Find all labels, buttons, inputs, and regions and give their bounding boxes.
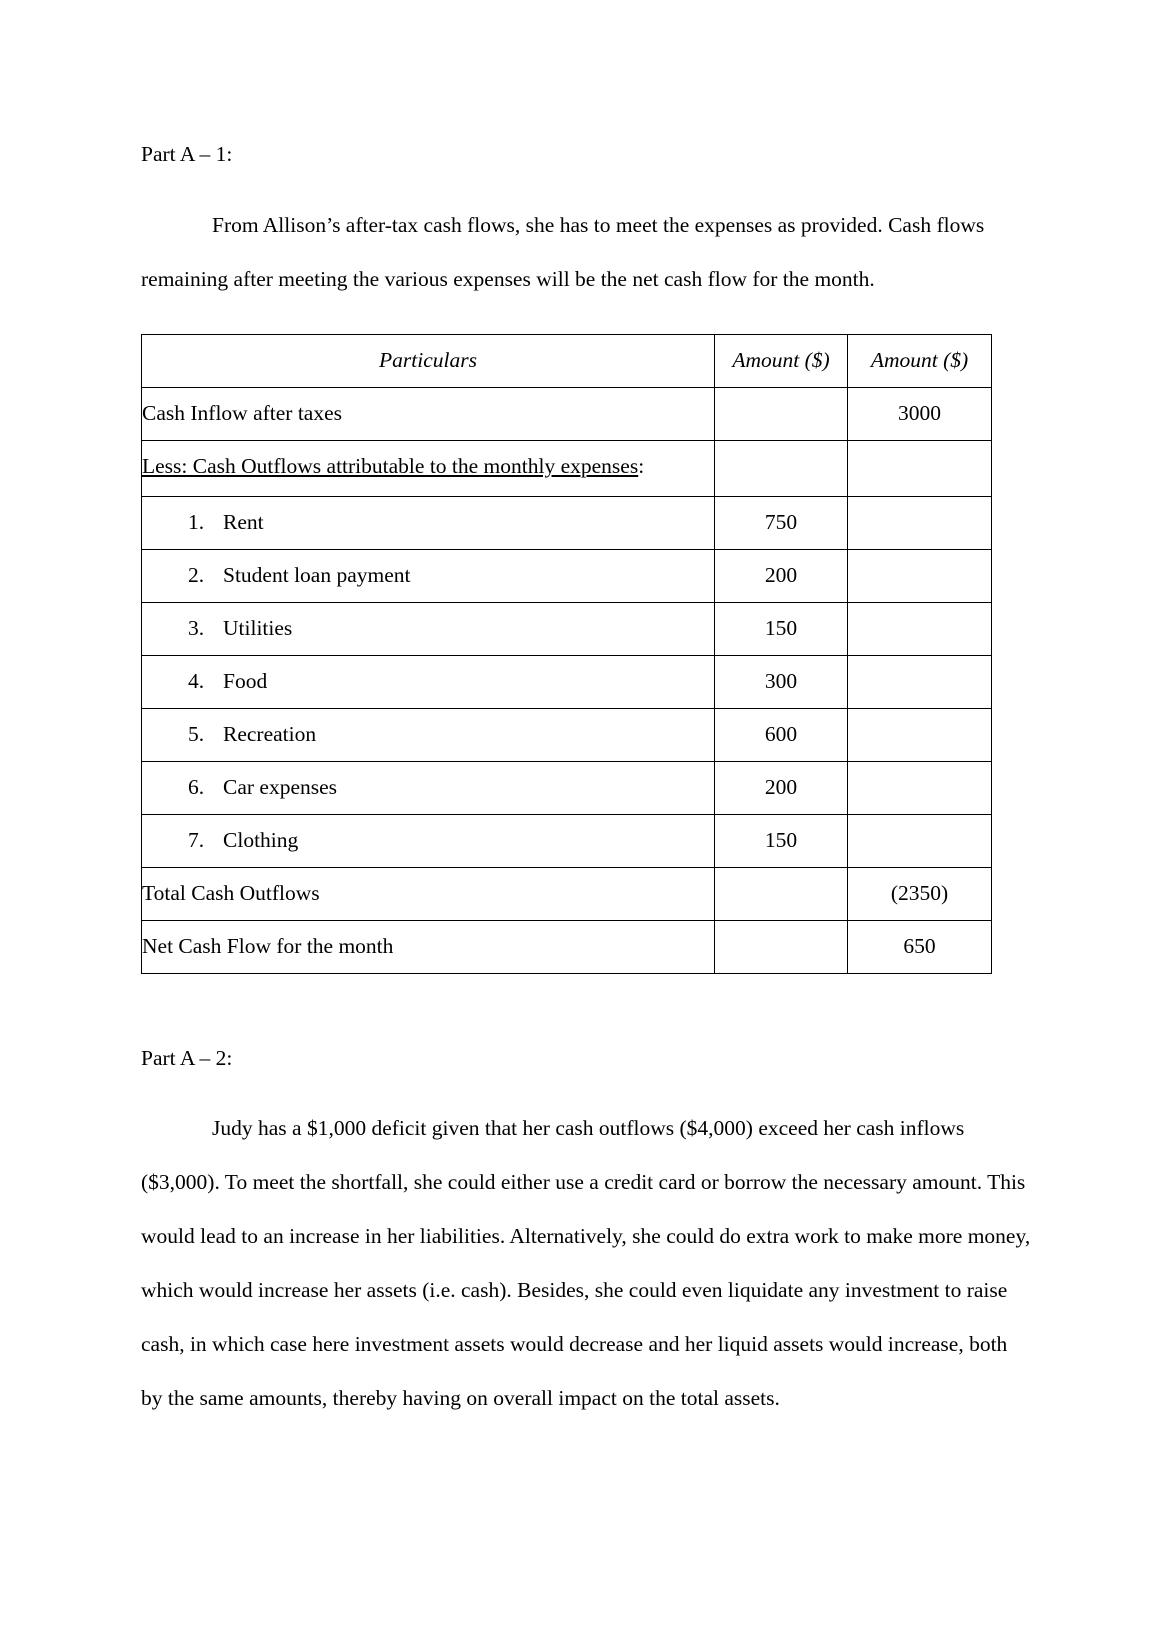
item-6-num: 6. <box>188 775 205 799</box>
header-amount-1: Amount ($) <box>715 335 848 388</box>
item-5-empty <box>848 709 992 762</box>
total-label: Total Cash Outflows <box>142 868 715 921</box>
item-6-amount: 200 <box>715 762 848 815</box>
table-row-item-7 <box>142 815 992 868</box>
item-7-cell <box>142 815 715 868</box>
table-row-item-1 <box>142 497 992 550</box>
item-3-label: Utilities <box>223 616 293 640</box>
item-4-cell <box>142 656 715 709</box>
header-particulars: Particulars <box>142 335 715 388</box>
less-colon: : <box>638 454 645 478</box>
cash-flow-table <box>141 334 992 974</box>
table-row-item-4 <box>142 656 992 709</box>
total-amount: (2350) <box>848 868 992 921</box>
item-1-label: Rent <box>223 510 264 534</box>
inflow-amount: 3000 <box>848 388 992 441</box>
inflow-amount-empty <box>715 388 848 441</box>
item-1-amount: 750 <box>715 497 848 550</box>
less-label-cell <box>142 441 715 497</box>
net-amount: 650 <box>848 921 992 974</box>
item-2-amount: 200 <box>715 550 848 603</box>
less-empty-2 <box>848 441 992 497</box>
item-3-num: 3. <box>188 616 205 640</box>
item-2-label: Student loan payment <box>223 563 411 587</box>
item-7-label: Clothing <box>223 828 299 852</box>
part-a2-paragraph: Judy has a $1,000 deficit given that her cash outflows ($4,000) exceed her cash inflows ($3,000). To meet the shortfall, she could either use a credit card or borrow the necessary amount. This would lead to an increase in her liabilities. Alternatively, she could do extra work to make more money, which would increase her assets (i.e. cash). Besides, she could even liquidate any investment to raise cash, in which case here investment assets would decrease and her liquid assets would increase, both by the same amounts, thereby having on overall impact on the total assets. <box>141 1116 1031 1410</box>
table-row-item-6 <box>142 762 992 815</box>
part-a1-heading: Part A – 1: <box>141 142 233 166</box>
net-label: Net Cash Flow for the month <box>142 921 715 974</box>
less-empty-1 <box>715 441 848 497</box>
table-row-item-2 <box>142 550 992 603</box>
item-4-empty <box>848 656 992 709</box>
item-3-empty <box>848 603 992 656</box>
item-7-empty <box>848 815 992 868</box>
item-4-label: Food <box>223 669 268 693</box>
item-2-empty <box>848 550 992 603</box>
item-6-cell <box>142 762 715 815</box>
item-2-cell <box>142 550 715 603</box>
item-5-num: 5. <box>188 722 205 746</box>
item-7-amount: 150 <box>715 815 848 868</box>
item-1-num: 1. <box>188 510 205 534</box>
item-1-empty <box>848 497 992 550</box>
item-6-label: Car expenses <box>223 775 338 799</box>
item-4-num: 4. <box>188 669 205 693</box>
net-empty <box>715 921 848 974</box>
less-label: Less: Cash Outflows attributable to the monthly expenses <box>142 454 639 478</box>
item-1-cell <box>142 497 715 550</box>
table-row-net <box>142 921 992 974</box>
item-5-label: Recreation <box>223 722 317 746</box>
inflow-label: Cash Inflow after taxes <box>142 388 715 441</box>
item-7-num: 7. <box>188 828 205 852</box>
table-row-inflow <box>142 388 992 441</box>
item-2-num: 2. <box>188 563 205 587</box>
total-empty <box>715 868 848 921</box>
table-row-item-3 <box>142 603 992 656</box>
item-3-cell <box>142 603 715 656</box>
item-6-empty <box>848 762 992 815</box>
table-row-item-5 <box>142 709 992 762</box>
table-row-less <box>142 441 992 497</box>
table-row-total <box>142 868 992 921</box>
item-5-amount: 600 <box>715 709 848 762</box>
table-header-row <box>142 335 992 388</box>
part-a1-paragraph: From Allison’s after-tax cash flows, she has to meet the expenses as provided. Cash flows remaining after meeting the various expenses will be the net cash flow for the month. <box>141 213 985 291</box>
item-5-cell <box>142 709 715 762</box>
header-amount-2: Amount ($) <box>848 335 992 388</box>
item-3-amount: 150 <box>715 603 848 656</box>
item-4-amount: 300 <box>715 656 848 709</box>
part-a2-heading: Part A – 2: <box>141 1046 233 1070</box>
